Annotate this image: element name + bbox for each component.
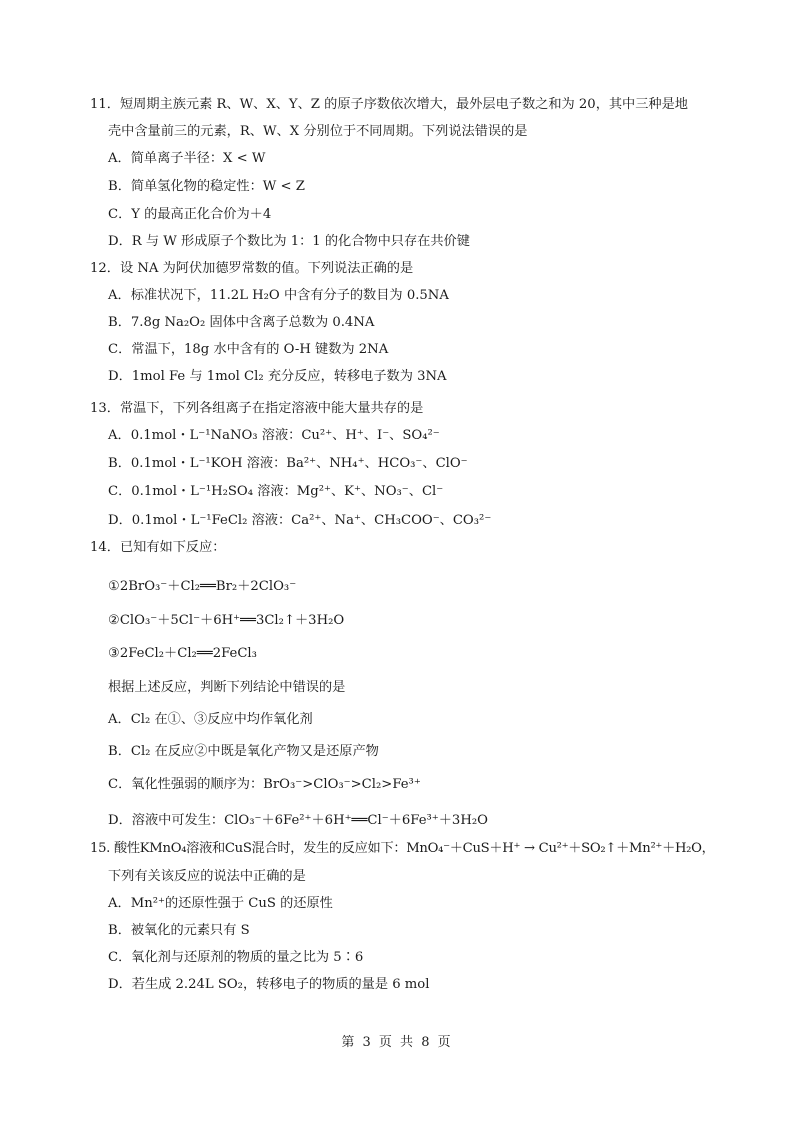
q14-reaction-1: ①2BrO₃⁻＋Cl₂══Br₂＋2ClO₃⁻ [108, 579, 297, 594]
q14-option-d: D．溶液中可发生：ClO₃⁻＋6Fe²⁺＋6H⁺══Cl⁻＋6Fe³⁺＋3H₂O [108, 813, 488, 828]
q12-option-c: C．常温下，18g 水中含有的 O-H 键数为 2NA [108, 342, 389, 357]
q13-option-c: C．0.1mol・L⁻¹H₂SO₄ 溶液：Mg²⁺、K⁺、NO₃⁻、Cl⁻ [108, 484, 444, 499]
q11-stem-line-1: 11．短周期主族元素 R、W、X、Y、Z 的原子序数依次增大，最外层电子数之和为 20，其中三种是地 [90, 97, 688, 112]
q15-option-c: C．氧化剂与还原剂的物质的量之比为 5∶6 [108, 950, 364, 965]
q12-option-b: B．7.8g Na₂O₂ 固体中含离子总数为 0.4NA [108, 315, 375, 330]
q14-reaction-2: ②ClO₃⁻＋5Cl⁻＋6H⁺══3Cl₂↑＋3H₂O [108, 613, 345, 628]
q14-option-c: C．氧化性强弱的顺序为：BrO₃⁻>ClO₃⁻>Cl₂>Fe³⁺ [108, 777, 421, 792]
q15-option-a: A．Mn²⁺的还原性强于 CuS 的还原性 [108, 896, 333, 911]
q14-prompt: 根据上述反应，判断下列结论中错误的是 [108, 680, 346, 695]
q15-option-d: D．若生成 2.24L SO₂，转移电子的物质的量是 6 mol [108, 977, 430, 992]
q11-stem-line-2: 壳中含量前三的元素，R、W、X 分别位于不同周期。下列说法错误的是 [108, 124, 528, 139]
q15-option-b: B．被氧化的元素只有 S [108, 923, 250, 938]
q12-stem: 12．设 NA 为阿伏加德罗常数的值。下列说法正确的是 [90, 261, 414, 276]
q13-option-a: A．0.1mol・L⁻¹NaNO₃ 溶液：Cu²⁺、H⁺、I⁻、SO₄²⁻ [108, 428, 440, 443]
q14-option-b: B．Cl₂ 在反应②中既是氧化产物又是还原产物 [108, 744, 379, 759]
page-number-footer: 第 3 页 共 8 页 [341, 1035, 453, 1050]
q13-stem: 13．常温下，下列各组离子在指定溶液中能大量共存的是 [90, 401, 424, 416]
q15-stem-line-2: 下列有关该反应的说法中正确的是 [108, 869, 306, 884]
q11-option-d: D．R 与 W 形成原子个数比为 1：1 的化合物中只存在共价键 [108, 234, 470, 249]
q13-option-b: B．0.1mol・L⁻¹KOH 溶液：Ba²⁺、NH₄⁺、HCO₃⁻、ClO⁻ [108, 456, 468, 471]
q15-stem-line-1: 15. 酸性KMnO₄溶液和CuS混合时，发生的反应如下：MnO₄⁻＋CuS＋H⁺ → Cu²⁺＋SO₂↑＋Mn²⁺＋H₂O， [90, 841, 715, 856]
q12-option-d: D．1mol Fe 与 1mol Cl₂ 充分反应，转移电子数为 3NA [108, 369, 447, 384]
q14-stem: 14．已知有如下反应： [90, 540, 226, 555]
q14-option-a: A．Cl₂ 在①、③反应中均作氧化剂 [108, 712, 313, 727]
q11-option-b: B．简单氢化物的稳定性：W < Z [108, 179, 305, 194]
q11-option-a: A．简单离子半径：X < W [108, 151, 266, 166]
q13-option-d: D．0.1mol・L⁻¹FeCl₂ 溶液：Ca²⁺、Na⁺、CH₃COO⁻、CO₃²⁻ [108, 513, 492, 528]
q11-option-c: C．Y 的最高正化合价为＋4 [108, 207, 272, 222]
q12-option-a: A．标准状况下，11.2L H₂O 中含有分子的数目为 0.5NA [108, 288, 449, 303]
q14-reaction-3: ③2FeCl₂＋Cl₂══2FeCl₃ [108, 646, 257, 661]
